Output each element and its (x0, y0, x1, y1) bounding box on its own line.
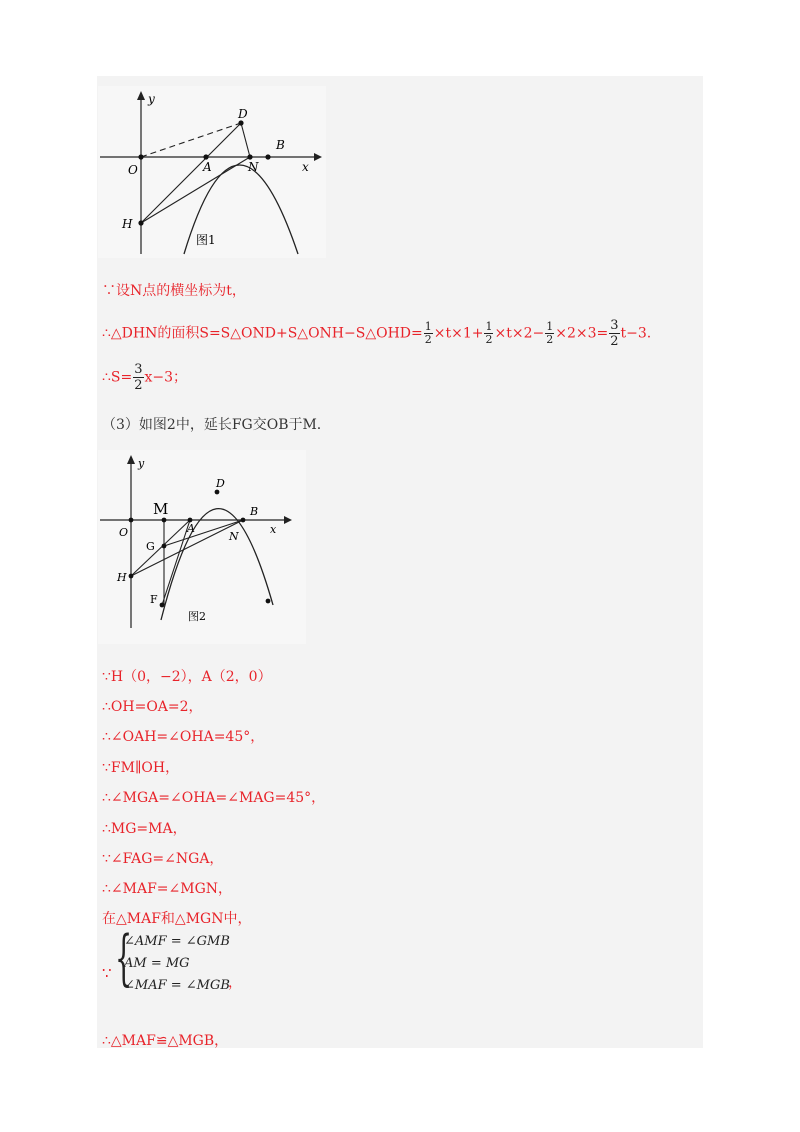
point-d (215, 490, 220, 495)
fraction-3-den: 2 (546, 333, 554, 346)
parabola (161, 509, 273, 620)
point-curve (266, 599, 271, 604)
system-row-3: ∠MAF = ∠MGB (124, 978, 230, 993)
label-b: B (276, 138, 285, 152)
text-line-9: ∴∠MGA=∠OHA=∠MAG=45°， (102, 790, 326, 806)
fraction-2-den: 2 (485, 333, 493, 346)
label-y: y (148, 92, 155, 106)
x-axis-arrow (314, 153, 322, 161)
term-3: ×2×3= (555, 325, 609, 342)
point-h (138, 220, 143, 225)
fraction-5 (133, 362, 143, 393)
point-d (238, 120, 243, 125)
fraction-4 (609, 318, 619, 349)
point-m (162, 518, 167, 523)
s-equals: ∴S= (102, 369, 133, 386)
text-line-12: ∴∠MAF=∠MGN， (102, 881, 233, 897)
system-row-2: AM = MG (124, 956, 190, 971)
label-a: A (203, 160, 212, 174)
label-d: D (238, 107, 248, 121)
figure-1-caption: 图1 (196, 233, 216, 247)
point-n (247, 154, 252, 159)
text-line-6: ∴OH=OA=2， (102, 699, 203, 715)
point-a (203, 154, 208, 159)
label-x: x (302, 160, 309, 174)
fraction-5-num: 3 (134, 362, 143, 377)
text-line-14: ∴△MAF≌△MGB， (102, 1033, 229, 1049)
fraction-3-num: 1 (546, 320, 554, 333)
fraction-2-num: 1 (485, 320, 493, 333)
point-b (265, 154, 270, 159)
text-line-8: ∵FM∥OH， (102, 760, 180, 776)
text-line-4: （3）如图2中，延长FG交OB于M. (102, 417, 322, 433)
x-axis-arrow (284, 516, 292, 524)
fraction-1-num: 1 (424, 320, 432, 333)
point-o (138, 154, 143, 159)
fraction-1 (424, 321, 433, 346)
label-f: F (150, 593, 158, 606)
label-n: N (248, 160, 259, 174)
s-end: x−3； (144, 369, 188, 386)
label-b: B (250, 505, 259, 518)
point-o (129, 518, 134, 523)
figure-2-graph (98, 450, 306, 644)
text-line-1: ∵设N点的横坐标为t， (102, 283, 246, 299)
text-line-11: ∵∠FAG=∠NGA， (102, 851, 224, 867)
fraction-4-den: 2 (610, 334, 619, 349)
text-line-13: 在△MAF和△MGN中， (102, 911, 252, 927)
label-x: x (270, 523, 277, 536)
text-line-7: ∴∠OAH=∠OHA=45°， (102, 729, 265, 745)
equation-system (102, 923, 262, 994)
label-h: H (117, 571, 127, 584)
y-axis-arrow (127, 455, 135, 464)
label-n: N (229, 530, 239, 543)
figure-2-caption: 图2 (188, 610, 206, 623)
left-brace: { (115, 923, 133, 993)
label-a: A (187, 522, 195, 535)
system-comma: ， (228, 975, 242, 991)
fraction-1-den: 2 (424, 333, 432, 346)
segment-hd (141, 123, 241, 223)
label-g: G (146, 540, 155, 553)
point-f (160, 603, 165, 608)
term-end: t−3. (620, 325, 652, 342)
label-o: O (128, 163, 138, 177)
point-b (241, 518, 246, 523)
system-row-1: ∠AMF = ∠GMB (124, 934, 230, 949)
label-o: O (119, 526, 129, 539)
fraction-4-num: 3 (610, 318, 619, 333)
figure-2 (98, 450, 306, 644)
label-m: M (153, 500, 169, 518)
area-formula-prefix: ∴△DHN的面积S=S△OND+S△ONH−S△OHD= (102, 325, 423, 342)
label-y: y (138, 457, 145, 470)
term-1: ×t×1+ (433, 325, 484, 342)
figure-1-graph (98, 86, 326, 258)
segment-dn (241, 123, 250, 157)
fraction-2 (484, 321, 493, 346)
label-d: D (216, 477, 225, 490)
y-axis-arrow (137, 91, 145, 100)
text-line-3 (102, 362, 187, 393)
segment-hn (141, 157, 250, 223)
point-g (162, 544, 167, 549)
term-2: ×t×2− (494, 325, 545, 342)
text-line-5: ∵H（0，−2），A（2，0） (102, 669, 272, 685)
text-line-10: ∴MG=MA， (102, 821, 187, 837)
fraction-5-den: 2 (134, 378, 143, 393)
fraction-3 (545, 321, 554, 346)
segment-od (141, 123, 241, 157)
point-h (129, 574, 134, 579)
figure-1 (98, 86, 326, 258)
text-line-2 (102, 318, 651, 349)
label-h: H (122, 217, 133, 231)
because-symbol: ∵ (102, 964, 112, 982)
